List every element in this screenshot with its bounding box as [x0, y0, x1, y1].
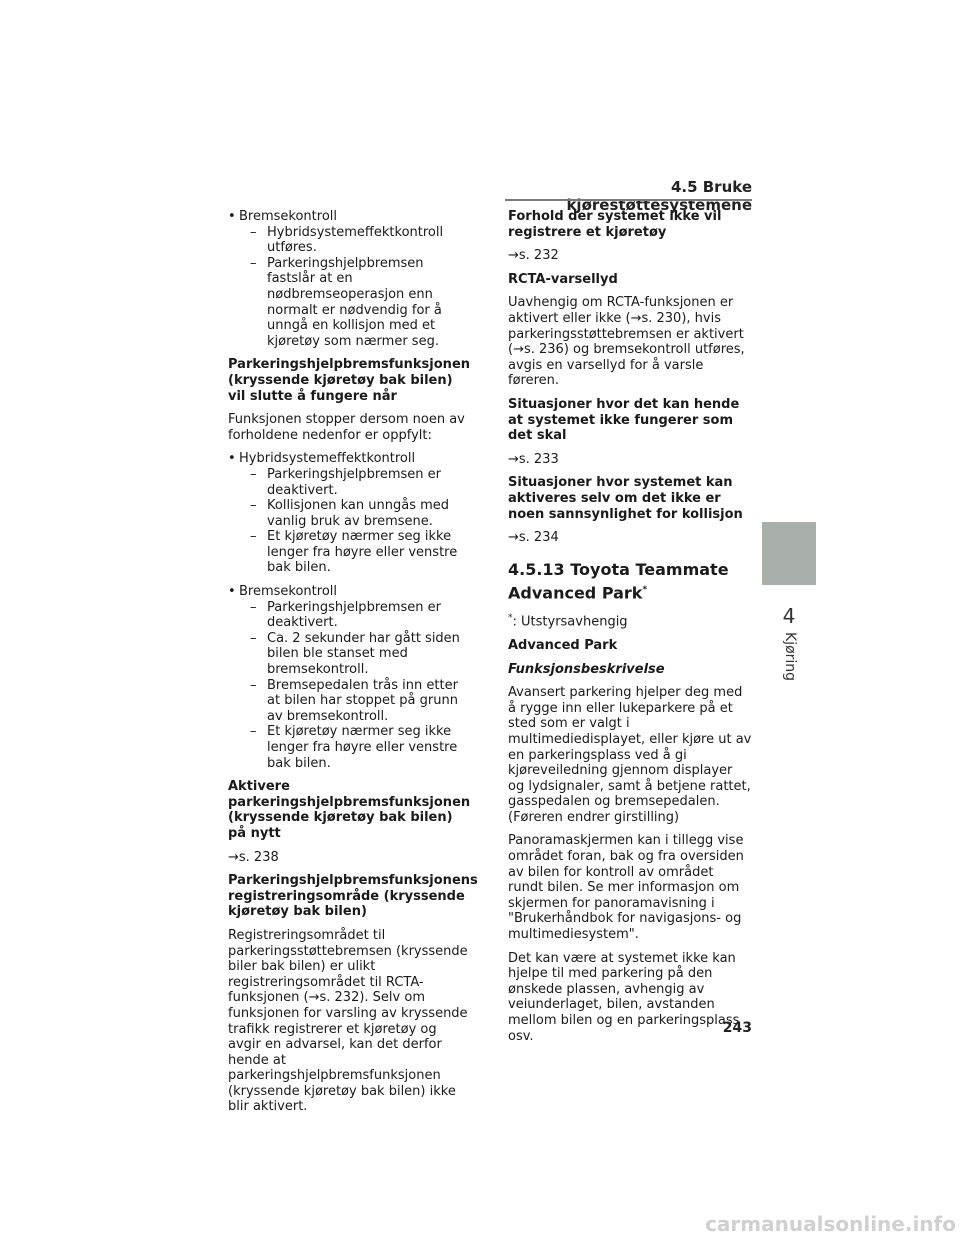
subheading: Funksjonsbeskrivelse — [508, 661, 665, 677]
paragraph: Avansert parkering hjelper deg med å rygge inn eller lukeparkere på et sted som er valgt i multimediedisplayet, eller kjøre ut av en parkeringsplass ved å gi kjøreveiledning gjennom displayer og lydsignaler, samt å betjene rattet, gasspedalen og bremsepedalen. (Føreren endrer girstilling) — [508, 685, 752, 825]
sub-item: – Parkeringshjelpbremsen fastslår at en nødbremseoperasjon enn normalt er nødvendig for å unngå en kollisjon med et kjøretøy som nærmer seg. — [250, 255, 442, 349]
paragraph: Panoramaskjermen kan i tillegg vise området foran, bak og fra oversiden av bilen for kontroll av området rundt bilen. Se mer informasjon om skjermen for panoramavisning i "Brukerhåndbok for navigasjons- og multimediesystem". — [508, 833, 744, 943]
paragraph: Registreringsområdet til parkeringsstøttebremsen (kryssende biler bak bilen) er ulikt registreringsområdet til RCTA-funksjonen (→s. 232). Selv om funksjonen for varsling av kryssende trafikk registrerer et kjøretøy og avgir en advarsel, kan det derfor hende at parkeringshjelpbremsfunksjonen (kryssende kjøretøy bak bilen) ikke blir aktivert. — [228, 927, 468, 1115]
section-heading: Advanced Park — [508, 637, 618, 653]
sub-item: – Et kjøretøy nærmer seg ikke lenger fra høyre eller venstre bak bilen. — [250, 529, 458, 576]
running-header: 4.5 Bruke kjørestøttesystemene — [566, 178, 752, 214]
page-reference-link[interactable]: →s. 234 — [508, 530, 559, 546]
header-rule — [505, 199, 752, 201]
paragraph: Uavhengig om RCTA-funksjonen er aktivert eller ikke (→s. 230), hvis parkeringsstøttebremsen er aktivert (→s. 236) og bremsekontroll utføres, avgis en varsellyd for å varsle føreren. — [508, 295, 745, 389]
section-heading: Aktivere parkeringshjelpbremsfunksjonen (kryssende kjøretøy bak bilen) på nytt — [228, 779, 471, 841]
sub-item: – Parkeringshjelpbremsen er deaktivert. — [250, 599, 442, 631]
page-reference-link[interactable]: →s. 232 — [508, 248, 559, 264]
page-reference-link[interactable]: →s. 238 — [228, 849, 279, 865]
sub-item: – Ca. 2 sekunder har gått siden bilen ble stanset med bremsekontroll. — [250, 630, 460, 678]
page-reference-link[interactable]: →s. 233 — [508, 451, 559, 467]
chapter-section-title: 4.5.13 Toyota Teammate Advanced Park* — [508, 559, 729, 603]
optional-equipment-mark: * — [642, 584, 648, 595]
sub-item: – Parkeringshjelpbremsen er deaktivert. — [250, 466, 442, 498]
section-heading: Parkeringshjelpbremsfunksjonen (kryssende kjøretøy bak bilen) vil slutte å fungere når — [228, 357, 471, 404]
section-heading: Situasjoner hvor systemet kan aktiveres selv om det ikke er noen sannsynlighet for kollisjon — [508, 475, 743, 522]
paragraph: Funksjonen stopper dersom noen av forholdene nedenfor er oppfylt: — [228, 412, 465, 443]
bullet-dot: • — [228, 209, 236, 224]
bullet-dot: • — [228, 584, 236, 600]
paragraph: Det kan være at systemet ikke kan hjelpe til med parkering på den ønskede plassen, avhengig av veiunderlaget, bilen, avstanden mellom bilen og en parkeringsplass osv. — [508, 950, 740, 1044]
bullet-item — [228, 209, 472, 349]
sub-item: – Bremsepedalen trås inn etter at bilen har stoppet på grunn av bremsekontroll. — [250, 677, 458, 724]
chapter-tab-number: 4 — [782, 604, 796, 628]
section-heading: Forhold der systemet ikke vil registrere et kjøretøy — [508, 209, 722, 240]
left-column — [228, 209, 478, 1123]
footnote: *: Utstyrsavhengig — [508, 613, 628, 630]
bullet-label: Bremsekontroll — [239, 584, 338, 600]
sub-item: – Et kjøretøy nærmer seg ikke lenger fra høyre eller venstre bak bilen. — [250, 724, 458, 771]
sub-item: – Hybridsystemeffektkontroll utføres. — [250, 224, 444, 256]
chapter-tab-label: Kjøring — [782, 632, 798, 682]
bullet-item — [228, 451, 472, 576]
bullet-label: Hybridsystemeffektkontroll — [239, 451, 416, 467]
bullet-item — [228, 584, 472, 771]
chapter-tab — [762, 522, 816, 585]
bullet-label: Bremsekontroll — [239, 209, 338, 224]
watermark: carmanualsonline.info — [705, 1212, 956, 1236]
sub-item: – Kollisjonen kan unngås med vanlig bruk av bremsene. — [250, 498, 450, 529]
section-heading: RCTA-varsellyd — [508, 271, 618, 287]
right-column — [508, 209, 752, 1052]
section-heading: Situasjoner hvor det kan hende at systemet ikke fungerer som det skal — [508, 396, 740, 444]
section-heading: Parkeringshjelpbremsfunksjonens registreringsområde (kryssende kjøretøy bak bilen) — [228, 873, 478, 920]
bullet-dot: • — [228, 451, 236, 467]
page-number: 243 — [722, 1020, 752, 1036]
